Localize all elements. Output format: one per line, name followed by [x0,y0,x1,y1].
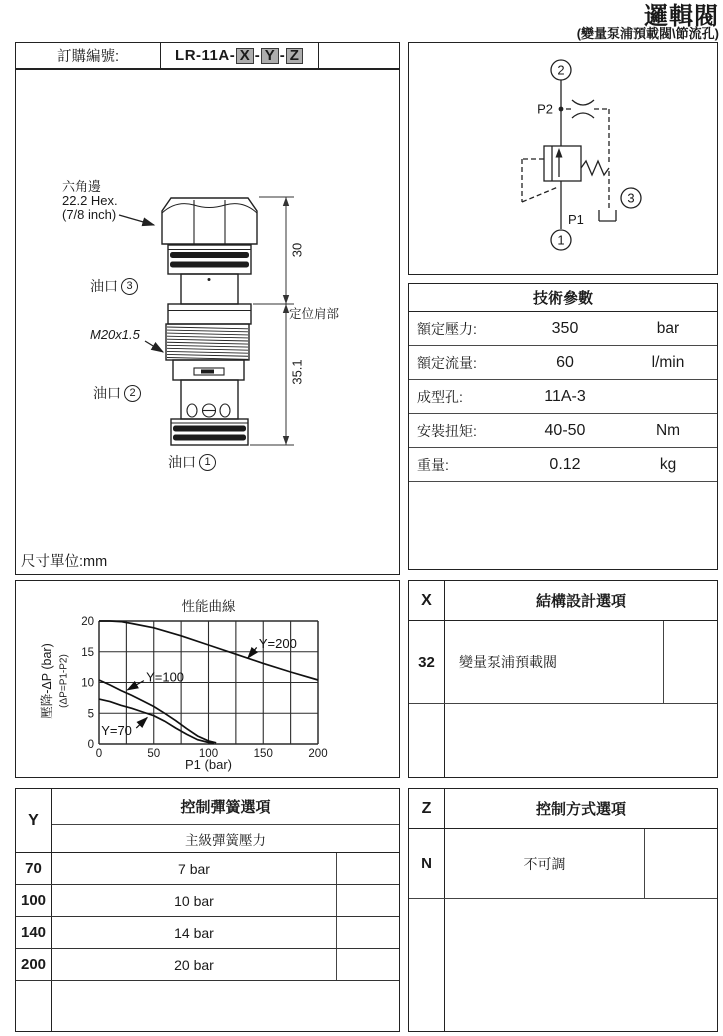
y-empty-cell [52,981,399,1031]
y-table-subtitle: 主級彈簧壓力 [185,832,266,848]
param-unit: Nm [655,421,681,439]
z-option-extra-cell [644,829,717,898]
y-option-desc: 7 bar [178,860,210,877]
code-z-box: Z [286,48,303,64]
port-3-label [90,276,138,296]
svg-text:Y=200: Y=200 [258,635,297,651]
code-x-box: X [236,48,254,64]
x-key-cell: X [409,581,445,620]
y-table-title: 控制彈簧選項 [52,789,399,825]
table-row [16,917,399,949]
x-options-table [408,580,718,778]
table-row [409,829,717,899]
port-3-circle: 3 [121,278,138,295]
param-value: 0.12 [549,455,581,473]
z-option-code: N [409,829,445,898]
svg-text:15: 15 [81,646,94,659]
y-empty-key-cell [16,981,52,1031]
x-empty-key-cell [409,704,445,777]
y-option-desc: 20 bar [174,956,214,973]
x-table-header [409,581,717,621]
table-row [16,949,399,981]
hex-label-line3: (7/8 inch) [62,207,117,222]
chart-ylabel: 壓降-ΔP (bar) [40,643,54,719]
chart-title: 性能曲線 [181,599,236,614]
param-value: 350 [551,319,579,337]
port-3-text: 油口 [90,278,118,294]
empty-row [409,704,717,777]
page-title: 邏輯閥 [644,3,719,30]
p2-junction-dot [559,107,564,112]
table-row [409,380,717,414]
svg-text:5: 5 [87,708,94,721]
y-option-code: 200 [16,949,52,980]
table-row [409,621,717,704]
spring-icon [581,161,609,175]
dim-35-label: 35.1 [289,359,305,385]
shoulder-label: 定位肩部 [289,307,340,321]
x-option-desc: 變量泵浦預載閥 [459,654,557,670]
port-3-symbol-number: 3 [627,190,635,206]
port-2-symbol-number: 2 [557,62,565,78]
order-number-label: 訂購編號: [16,43,161,68]
y-table-header [16,789,399,853]
param-label: 額定流量: [417,354,477,371]
thread-label: M20x1.5 [90,327,140,342]
y-option-extra-cell [336,885,399,916]
param-unit: l/min [651,353,685,371]
y-option-extra-cell [336,853,399,884]
hex-leader-arrow [119,215,154,225]
order-number-code [161,43,319,68]
valve-drawing-panel [15,69,400,575]
y-option-code: 100 [16,885,52,916]
port-1-text: 油口 [168,454,196,470]
param-label: 額定壓力: [417,320,477,337]
param-value: 11A-3 [544,387,586,405]
empty-row [409,899,717,1031]
svg-text:150: 150 [253,748,273,760]
chart-xlabel: P1 (bar) [185,757,232,772]
port-1-label [168,452,216,472]
table-row [409,414,717,448]
param-label: 重量: [417,456,449,473]
p2-label: P2 [537,101,553,117]
x-option-code: 32 [409,621,445,703]
units-label: 尺寸單位:mm [21,554,108,570]
chart-ylabel-sub: (ΔP=P1-P2) [58,654,70,708]
z-empty-key-cell [409,899,445,1031]
svg-text:0: 0 [87,739,94,751]
p1-label: P1 [568,212,584,227]
port-2-text: 油口 [93,385,121,401]
port-2-label [93,383,141,403]
orifice-icon [572,100,594,105]
port-1-circle: 1 [199,454,216,471]
x-table-title: 結構設計選項 [535,593,626,610]
z-options-table [408,788,718,1032]
svg-text:200: 200 [308,748,328,760]
y-key-cell: Y [16,789,52,852]
table-row [16,853,399,885]
performance-chart-panel [15,580,400,778]
z-table-title: 控制方式選項 [535,801,626,818]
x-option-extra-cell [663,621,717,703]
port-1-symbol-number: 1 [557,232,565,248]
param-label: 安裝扭矩: [417,422,477,439]
svg-text:10: 10 [81,677,94,690]
svg-text:50: 50 [147,748,161,760]
empty-row [16,981,399,1031]
svg-text:Y=70: Y=70 [101,723,132,739]
code-dash-2: - [279,47,286,64]
hex-label-line1: 六角邊 [62,179,102,194]
code-prefix: LR-11A- [175,47,236,64]
table-row [16,885,399,917]
tech-params-title: 技術參數 [409,284,717,312]
y-option-desc: 10 bar [174,892,214,909]
svg-text:Y=100: Y=100 [146,669,185,685]
y-option-code: 140 [16,917,52,948]
table-row [409,448,717,482]
check-valve-symbol [544,146,581,181]
hex-label [62,180,118,222]
order-number-box [15,42,400,69]
code-dash-1: - [254,47,261,64]
valve-drawing [16,70,398,573]
flow-arrow-icon [556,148,563,158]
hex-label-line2: 22.2 Hex. [62,193,118,208]
tank-icon [599,210,616,221]
y-option-extra-cell [336,949,399,980]
code-y-box: Y [261,48,279,64]
param-value: 40-50 [544,421,586,439]
param-value: 60 [556,353,574,371]
tech-params-table [408,283,718,570]
z-key-cell: Z [409,789,445,828]
z-option-desc: 不可調 [523,855,566,872]
x-empty-cell [445,704,717,777]
hydraulic-symbol [409,43,716,273]
svg-text:20: 20 [81,616,94,628]
dim-30-label: 30 [289,242,305,258]
z-table-header [409,789,717,829]
z-empty-cell [445,899,717,1031]
y-options-table [15,788,400,1032]
param-label: 成型孔: [417,388,463,405]
order-number-empty-cell [319,43,399,68]
port-2-circle: 2 [124,385,141,402]
hydraulic-symbol-panel [408,42,718,275]
page-subtitle: (變量泵浦預載閥\節流孔) [576,26,719,41]
y-option-code: 70 [16,853,52,884]
y-option-extra-cell [336,917,399,948]
param-unit: kg [659,455,677,473]
thread-leader-arrow [145,341,163,352]
table-row [409,346,717,380]
table-row [409,312,717,346]
svg-text:0: 0 [95,748,103,760]
y-option-desc: 14 bar [174,924,214,941]
svg-text:100: 100 [198,748,219,760]
param-unit: bar [656,319,680,337]
